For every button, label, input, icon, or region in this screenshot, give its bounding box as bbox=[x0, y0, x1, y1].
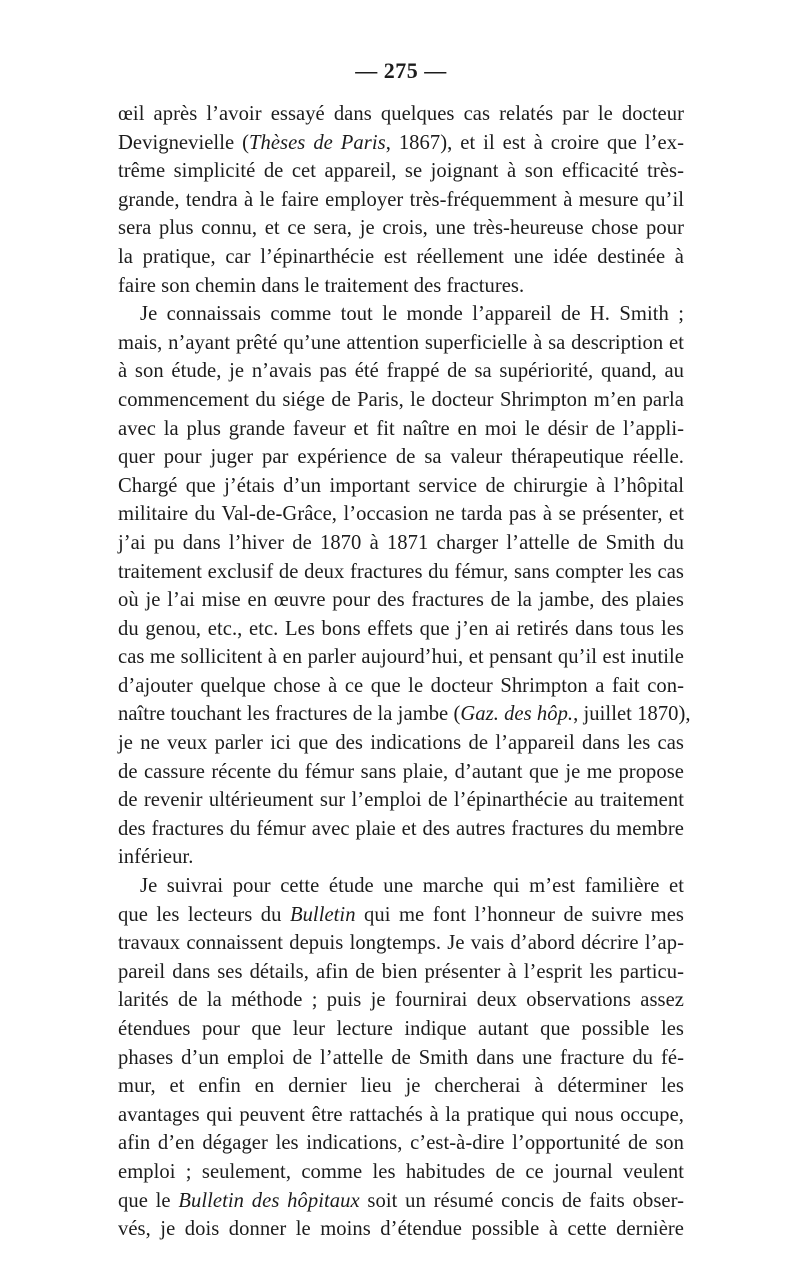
text-line bbox=[118, 386, 684, 415]
text-run: mais, n’ayant prêté qu’une attention superficielle à sa description et bbox=[118, 331, 684, 354]
text-run: cas me sollicitent à en parler aujourd’hui, et pensant qu’il est inutile bbox=[118, 646, 684, 669]
text-run: Chargé que j’étais d’un important service de chirurgie à l’hôpital bbox=[118, 474, 684, 497]
text-run: trême simplicité de cet appareil, se joignant à son efficacité très- bbox=[118, 160, 684, 183]
text-line bbox=[118, 901, 684, 930]
text-line bbox=[118, 415, 684, 444]
text-line bbox=[118, 1015, 684, 1044]
text-line bbox=[118, 615, 684, 644]
text-line bbox=[118, 672, 684, 701]
text-run: qui me font l’honneur de suivre mes bbox=[355, 903, 684, 926]
text-run: , juillet 1870), bbox=[573, 703, 691, 726]
text-line bbox=[118, 129, 684, 158]
italic-title: Bulletin des hôpitaux bbox=[178, 1189, 360, 1212]
text-line bbox=[118, 815, 684, 844]
text-line bbox=[118, 186, 684, 215]
text-line bbox=[118, 958, 684, 987]
text-line bbox=[118, 700, 691, 729]
text-line bbox=[118, 872, 684, 901]
text-run: afin d’en dégager les indications, c’est-à-dire l’opportunité de son bbox=[118, 1132, 684, 1155]
text-run: Je connaissais comme tout le monde l’appareil de H. Smith ; bbox=[140, 303, 684, 326]
text-line bbox=[118, 443, 684, 472]
text-line bbox=[118, 758, 684, 787]
text-line bbox=[118, 1215, 684, 1244]
italic-title: Thèses de Paris bbox=[249, 131, 386, 154]
text-line bbox=[118, 1187, 684, 1216]
text-run: soit un résumé concis de faits obser- bbox=[359, 1189, 684, 1212]
text-run: grande, tendra à le faire employer très-fréquemment à mesure qu’il bbox=[118, 188, 684, 211]
text-run: étendues pour que leur lecture indique autant que possible les bbox=[118, 1018, 684, 1040]
text-run: j’ai pu dans l’hiver de 1870 à 1871 charger l’attelle de Smith du bbox=[118, 531, 684, 554]
text-run: vés, je dois donner le moins d’étendue possible à cette dernière bbox=[118, 1218, 684, 1241]
text-run: avec la plus grande faveur et fit naître en moi le désir de l’appli- bbox=[118, 417, 684, 440]
text-line bbox=[118, 929, 684, 958]
text-run: d’ajouter quelque chose à ce que le docteur Shrimpton a fait con- bbox=[118, 674, 684, 697]
text-run: de cassure récente du fémur sans plaie, d’autant que je me propose bbox=[118, 760, 684, 783]
text-line bbox=[118, 529, 684, 558]
text-line bbox=[118, 1158, 684, 1187]
text-run: œil après l’avoir essayé dans quelques cas relatés par le docteur bbox=[118, 103, 684, 125]
text-run: que le bbox=[118, 1189, 179, 1212]
text-line bbox=[118, 1072, 684, 1101]
text-line bbox=[118, 786, 684, 815]
text-run: la pratique, car l’épinarthécie est réellement une idée destinée à bbox=[118, 245, 684, 268]
text-run: du genou, etc., etc. Les bons effets que j’en ai retirés dans tous les bbox=[118, 617, 684, 640]
text-line bbox=[118, 472, 684, 501]
page-number: — 275 — bbox=[355, 58, 447, 83]
text-run: commencement du siége de Paris, le docteur Shrimpton m’en parla bbox=[118, 388, 684, 411]
text-line bbox=[118, 500, 684, 529]
text-line bbox=[118, 986, 684, 1015]
text-run: je ne veux parler ici que des indications de l’appareil dans les cas bbox=[118, 732, 684, 755]
paragraph bbox=[118, 300, 691, 872]
text-run: avantages qui peuvent être rattachés à la pratique qui nous occupe, bbox=[118, 1103, 684, 1126]
italic-title: Gaz. des hôp. bbox=[460, 703, 574, 726]
text-line bbox=[118, 843, 684, 872]
text-run: phases d’un emploi de l’attelle de Smith dans une fracture du fé- bbox=[118, 1046, 684, 1069]
text-line bbox=[118, 157, 684, 186]
text-run: larités de la méthode ; puis je fournirai deux observations assez bbox=[118, 989, 684, 1012]
text-run: traitement exclusif de deux fractures du fémur, sans compter les cas bbox=[118, 560, 684, 583]
text-line bbox=[118, 643, 684, 672]
paragraph bbox=[118, 100, 684, 300]
text-run: de revenir ultérieument sur l’emploi de l’épinarthécie au traitement bbox=[118, 789, 684, 812]
text-run: des fractures du fémur avec plaie et des autres fractures du membre bbox=[118, 817, 684, 840]
text-line bbox=[118, 272, 684, 301]
text-run: , 1867), et il est à croire que l’ex- bbox=[385, 131, 685, 154]
text-run: militaire du Val-de-Grâce, l’occasion ne tarda pas à se présenter, et bbox=[118, 503, 684, 526]
text-line bbox=[118, 214, 684, 243]
text-run: mur, et enfin en dernier lieu je chercherai à déterminer les bbox=[118, 1075, 684, 1098]
document-page bbox=[118, 56, 691, 1244]
text-run: où je l’ai mise en œuvre pour des fractures de la jambe, des plaies bbox=[118, 589, 684, 612]
text-line bbox=[118, 243, 684, 272]
text-line bbox=[118, 1044, 684, 1073]
text-line bbox=[118, 1101, 684, 1130]
text-run: à son étude, je n’avais pas été frappé de sa supériorité, quand, au bbox=[118, 360, 684, 383]
text-run: Je suivrai pour cette étude une marche qui m’est familière et bbox=[140, 875, 684, 898]
paragraph bbox=[118, 872, 684, 1244]
text-run: que les lecteurs du bbox=[118, 903, 290, 926]
text-line bbox=[118, 300, 684, 329]
text-line bbox=[118, 329, 684, 358]
text-line bbox=[118, 100, 684, 129]
text-line bbox=[118, 357, 684, 386]
text-run: emploi ; seulement, comme les habitudes de ce journal veulent bbox=[118, 1160, 684, 1183]
text-line bbox=[118, 1129, 684, 1158]
body-text bbox=[118, 100, 691, 1244]
text-line bbox=[118, 586, 684, 615]
text-line bbox=[118, 729, 684, 758]
text-run: pareil dans ses détails, afin de bien présenter à l’esprit les particu- bbox=[118, 960, 684, 983]
text-run: travaux connaissent depuis longtemps. Je vais d’abord décrire l’ap- bbox=[118, 932, 684, 955]
text-line bbox=[118, 558, 684, 587]
text-run: sera plus connu, et ce sera, je crois, une très-heureuse chose pour bbox=[118, 217, 684, 240]
italic-title: Bulletin bbox=[289, 903, 356, 926]
text-run: inférieur. bbox=[118, 846, 194, 869]
text-run: Devignevielle ( bbox=[118, 131, 250, 154]
text-run: quer pour juger par expérience de sa valeur thérapeutique réelle. bbox=[118, 446, 684, 469]
text-run: naître touchant les fractures de la jambe ( bbox=[118, 703, 461, 726]
text-run: faire son chemin dans le traitement des fractures. bbox=[118, 274, 525, 297]
